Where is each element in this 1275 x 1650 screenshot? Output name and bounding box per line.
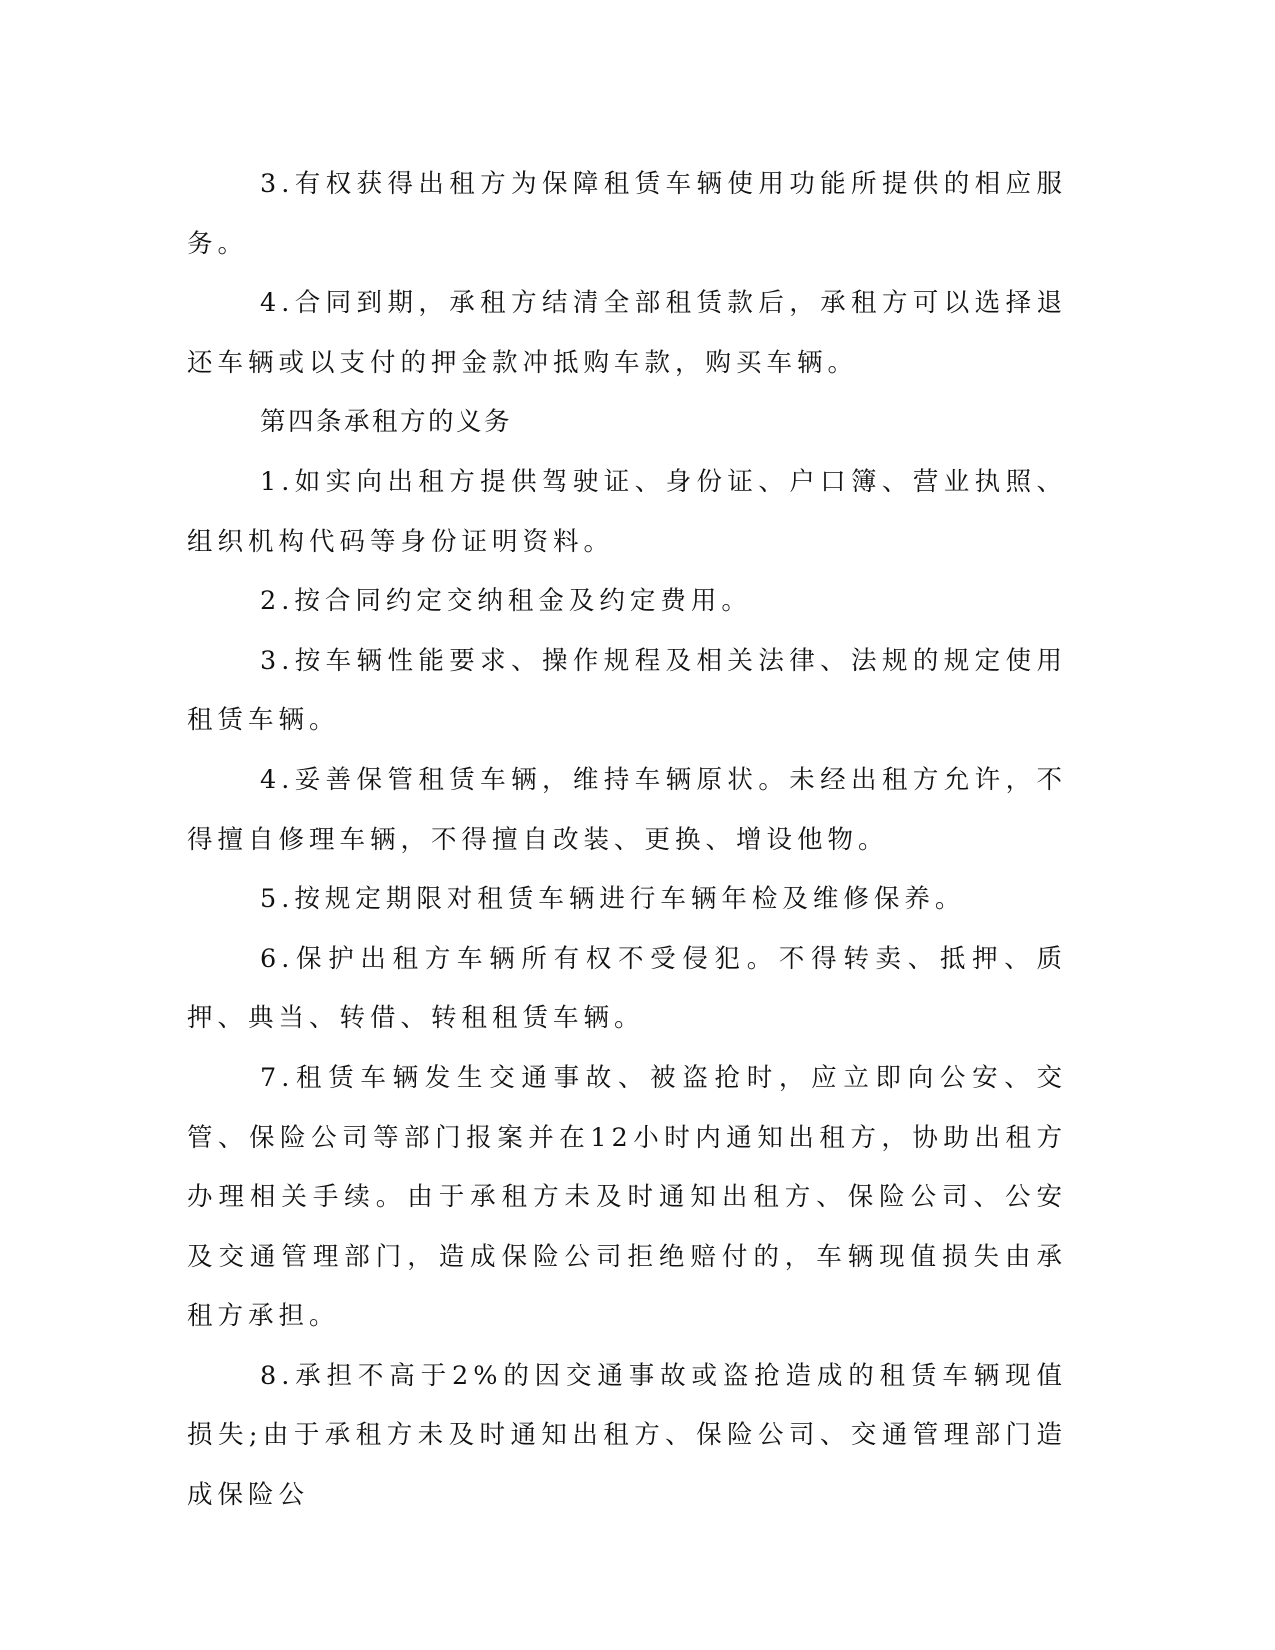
paragraph-obligation-8: 8.承担不高于2%的因交通事故或盗抢造成的租赁车辆现值损失;由于承租方未及时通知出租方、保险公司、交通管理部门造成保险公 <box>187 1360 1067 1511</box>
article-4-heading: 第四条承租方的义务 <box>260 407 513 438</box>
paragraph-obligation-1: 1.如实向出租方提供驾驶证、身份证、户口簿、营业执照、组织机构代码等身份证明资料。 <box>187 466 1067 557</box>
paragraph-obligation-3: 3.按车辆性能要求、操作规程及相关法律、法规的规定使用租赁车辆。 <box>187 645 1067 736</box>
paragraph-lessee-right-4: 4.合同到期，承租方结清全部租赁款后，承租方可以选择退还车辆或以支付的押金款冲抵购车款，购买车辆。 <box>187 288 1067 378</box>
document-body <box>187 155 1067 1526</box>
paragraph-obligation-4: 4.妥善保管租赁车辆，维持车辆原状。未经出租方允许，不得擅自修理车辆，不得擅自改装、更换、增设他物。 <box>187 764 1067 855</box>
paragraph-obligation-2: 2.按合同约定交纳租金及约定费用。 <box>260 586 752 617</box>
paragraph-obligation-6: 6.保护出租方车辆所有权不受侵犯。不得转卖、抵押、质押、典当、转借、转租租赁车辆。 <box>187 943 1067 1034</box>
paragraph-obligation-7: 7.租赁车辆发生交通事故、被盗抢时，应立即向公安、交管、保险公司等部门报案并在12小时内通知出租方，协助出租方办理相关手续。由于承租方未及时通知出租方、保险公司、公安及交通管理部门，造成保险公司拒绝赔付的，车辆现值损失由承租方承担。 <box>187 1062 1067 1332</box>
paragraph-obligation-5: 5.按规定期限对租赁车辆进行车辆年检及维修保养。 <box>260 884 966 915</box>
paragraph-lessee-right-3: 3.有权获得出租方为保障租赁车辆使用功能所提供的相应服务。 <box>187 169 1067 259</box>
